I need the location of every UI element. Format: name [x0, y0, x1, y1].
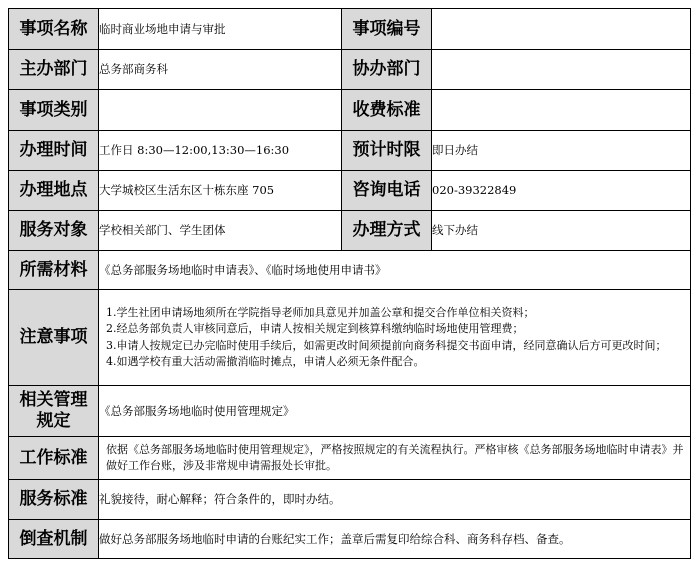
notes-line-2: 2.经总务部负责人审核同意后，申请人按相关规定到核算科缴纳临时场地使用管理费；: [106, 322, 524, 335]
service-target-label: 服务对象: [9, 211, 99, 251]
row-location: [9, 171, 691, 211]
location-value: 大学城校区生活东区十栋东座 705: [99, 171, 342, 211]
row-item-name: [9, 9, 691, 50]
regulations-label-line-1: 相关管理: [19, 390, 88, 410]
service-item-form: [8, 8, 691, 559]
regulations-value: 《总务部服务场地临时使用管理规定》: [99, 386, 691, 437]
row-notes: [9, 290, 691, 386]
method-value: 线下办结: [432, 211, 691, 251]
assist-dept-value: [432, 50, 691, 90]
item-name-label: 事项名称: [9, 9, 99, 50]
fee-standard-label: 收费标准: [342, 90, 432, 131]
notes-line-1: 1.学生社团申请场地须所在学院指导老师加具意见并加盖公章和提交合作单位相关资料；: [106, 305, 535, 319]
regulations-label-line-2: 规定: [36, 411, 71, 431]
row-materials: [9, 251, 691, 290]
row-office-hours: [9, 131, 691, 171]
item-number-label: 事项编号: [342, 9, 432, 50]
work-standard-label: 工作标准: [9, 437, 99, 480]
location-label: 办理地点: [9, 171, 99, 211]
office-hours-label: 办理时间: [9, 131, 99, 171]
phone-label: 咨询电话: [342, 171, 432, 211]
materials-value: 《总务部服务场地临时申请表》、《临时场地使用申请书》: [99, 251, 691, 290]
notes-label: 注意事项: [9, 290, 99, 386]
phone-value: 020-39322849: [432, 171, 691, 211]
work-standard-value: 依据《总务部服务场地临时使用管理规定》，严格按照规定的有关流程执行。严格审核《总务部服务场地临时申请表》并做好工作台账，涉及非常规申请需报处长审批。: [99, 437, 691, 480]
item-number-value: [432, 9, 691, 50]
time-limit-value: 即日办结: [432, 131, 691, 171]
item-name-value: 临时商业场地申请与审批: [99, 9, 342, 50]
notes-line-3: 3.申请人按规定已办完临时使用手续后，如需更改时间须提前向商务科提交书面申请，经同意确认后方可更改时间；: [106, 338, 667, 352]
assist-dept-label: 协办部门: [342, 50, 432, 90]
fee-standard-value: [432, 90, 691, 131]
item-category-label: 事项类别: [9, 90, 99, 131]
time-limit-label: 预计时限: [342, 131, 432, 171]
materials-label: 所需材料: [9, 251, 99, 290]
notes-value: [99, 290, 691, 386]
host-dept-label: 主办部门: [9, 50, 99, 90]
office-hours-value: 工作日 8:30—12:00,13:30—16:30: [99, 131, 342, 171]
notes-line-4: 4.如遇学校有重大活动需撤消临时摊点，申请人必须无条件配合。: [106, 355, 425, 368]
method-label: 办理方式: [342, 211, 432, 251]
row-service-target: [9, 211, 691, 251]
item-category-value: [99, 90, 342, 131]
service-standard-value: 礼貌接待，耐心解释；符合条件的，即时办结。: [99, 480, 691, 520]
service-standard-label: 服务标准: [9, 480, 99, 520]
row-item-category: [9, 90, 691, 131]
regulations-label: [9, 386, 99, 437]
row-host-dept: [9, 50, 691, 90]
service-target-value: 学校相关部门、学生团体: [99, 211, 342, 251]
check-mechanism-value: 做好总务部服务场地临时申请的台账纪实工作；盖章后需复印给综合科、商务科存档、备查。: [99, 520, 691, 559]
host-dept-value: 总务部商务科: [99, 50, 342, 90]
row-regulations: [9, 386, 691, 437]
row-work-standard: [9, 437, 691, 480]
check-mechanism-label: 倒查机制: [9, 520, 99, 559]
row-service-standard: [9, 480, 691, 520]
row-check-mechanism: [9, 520, 691, 559]
